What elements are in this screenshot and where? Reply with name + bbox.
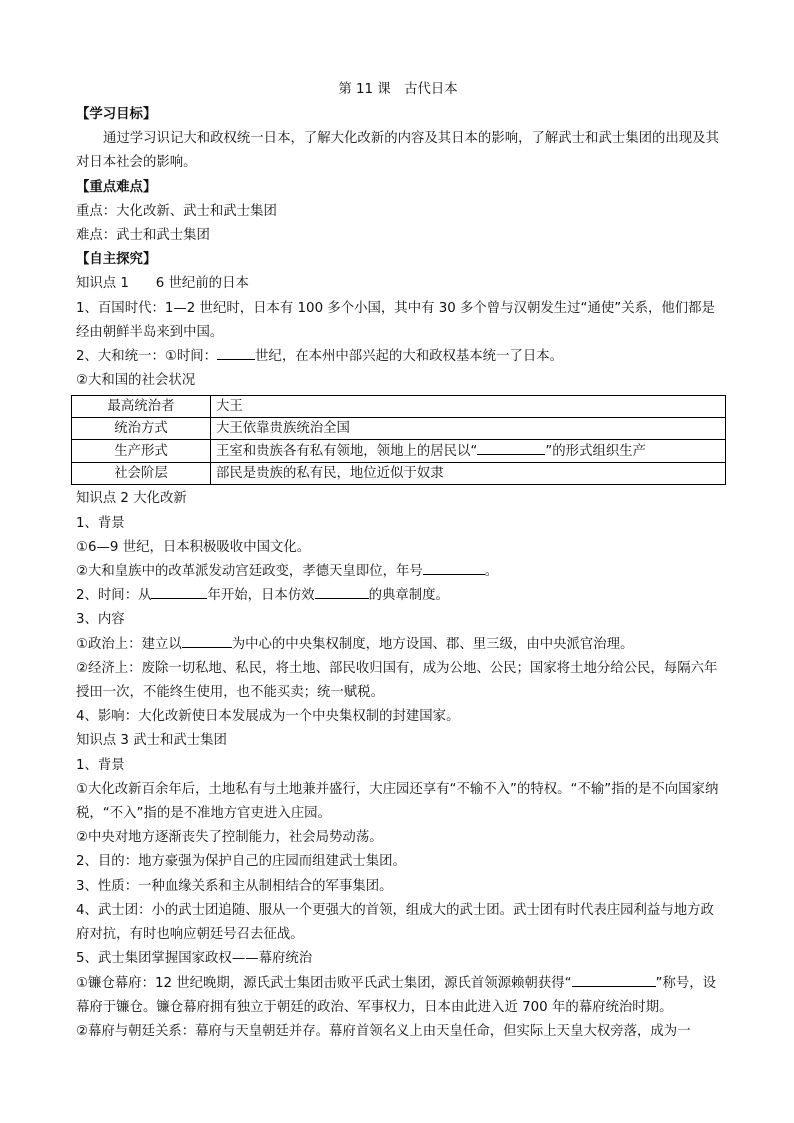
k3-background-2: ②中央对地方逐渐丧失了控制能力，社会局势动荡。 xyxy=(76,830,383,846)
k2-bg2-text-a: ②大和皇族中的改革派发动宫廷政变，孝德天皇即位，年号 xyxy=(76,564,423,580)
table-cell-key: 生产形式 xyxy=(72,440,211,463)
table-cell-value: 部民是贵族的私有民，地位近似于奴隶 xyxy=(211,463,726,485)
table-cell-key: 社会阶层 xyxy=(72,463,211,485)
k2-bg2-text-b: 。 xyxy=(484,564,499,580)
table-cell-value: 大王 xyxy=(211,396,726,418)
k2-background-1: ①6—9 世纪，日本积极吸收中国文化。 xyxy=(76,539,311,555)
k3-kamakura-shogunate xyxy=(76,972,720,1020)
section-learning-goals: 【学习目标】 xyxy=(76,107,157,122)
production-text-b: ”的形式组织生产 xyxy=(545,444,647,460)
century-blank[interactable] xyxy=(217,345,255,360)
document-page xyxy=(76,80,720,1044)
k2-time-text-a: 2、时间：从 xyxy=(76,588,152,604)
table-row xyxy=(72,418,726,440)
knowledge-point-3-title: 知识点 3 武士和武士集团 xyxy=(76,733,227,749)
k2-time-text-c: 的典章制度。 xyxy=(368,588,449,604)
section-self-exploration: 【自主探究】 xyxy=(76,252,157,268)
k1-yamato-unification xyxy=(76,345,720,369)
production-text-a: 王室和贵族各有私有领地，领地上的居民以“ xyxy=(216,444,478,460)
table-row xyxy=(72,396,726,418)
table-row xyxy=(72,463,726,485)
table-cell-key: 统治方式 xyxy=(72,418,211,440)
key-point-text: 重点：大化改新、武士和武士集团 xyxy=(76,203,277,219)
k2-background-heading: 1、背景 xyxy=(76,515,125,531)
k3-samurai-group: 4、武士团：小的武士团追随、服从一个更强大的首领，组成大的武士团。武士团有时代表庄园利益与地方政府对抗，有时也响应朝廷号召去征战。 xyxy=(76,902,714,943)
k2-background-2 xyxy=(76,560,720,584)
k2-effect: 4、影响：大化改新使日本发展成为一个中央集权制的封建国家。 xyxy=(76,709,460,725)
k1-yamato-text-a: 2、大和统一：①时间： xyxy=(76,349,218,365)
k3-shogunate-court-relation: ②幕府与朝廷关系：幕府与天皇朝廷并存。幕府首领名义上由天皇任命，但实际上天皇大权旁落，成为一 xyxy=(76,1023,691,1039)
k3-purpose: 2、目的：地方豪强为保护自己的庄园而组建武士集团。 xyxy=(76,854,406,870)
center-blank[interactable] xyxy=(182,633,232,648)
section-key-difficulties: 【重点难点】 xyxy=(76,179,157,195)
yamato-society-table xyxy=(71,395,726,485)
k3-background-1: ①大化改新百余年后，土地私有与土地兼并盛行，大庄园还享有“不输不入”的特权。“不输”指的是不向国家纳税，“不入”指的是不准地方官吏进入庄园。 xyxy=(76,781,719,822)
table-cell-value xyxy=(211,440,726,463)
k3-background-heading: 1、背景 xyxy=(76,757,125,773)
table-cell-value: 大王依靠贵族统治全国 xyxy=(211,418,726,440)
k2-content-heading: 3、内容 xyxy=(76,612,125,628)
k3-shogunate-heading: 5、武士集团掌握国家政权——幕府统治 xyxy=(76,951,313,967)
k2-political-text-a: ①政治上：建立以 xyxy=(76,636,182,652)
knowledge-point-2-title: 知识点 2 大化改新 xyxy=(76,491,187,507)
k1-hundred-states: 1、百国时代：1—2 世纪时，日本有 100 多个小国，其中有 30 多个曾与汉朝发生过“通使”关系，他们都是经由朝鲜半岛来到中国。 xyxy=(76,300,715,340)
k2-content-economic: ②经济上：废除一切私地、私民，将土地、部民收归国有，成为公地、公民；国家将土地分给公民，每隔六年授田一次，不能终生使用，也不能买卖；统一赋税。 xyxy=(76,660,718,701)
production-form-blank[interactable] xyxy=(477,440,545,455)
imitated-dynasty-blank[interactable] xyxy=(315,584,369,599)
k3-kamakura-text-b: ”称号，设幕府于镰仓。镰仓幕府拥有独立于朝廷的政治、军事权力，日本由此进入近 700 年的幕府统治时期。 xyxy=(76,975,717,1015)
k2-time xyxy=(76,584,720,608)
page-title: 第 11 课 古代日本 xyxy=(338,82,458,97)
learning-goals-text: 通过学习识记大和政权统一日本，了解大化改新的内容及其日本的影响，了解武士和武士集团的出现及其对日本社会的影响。 xyxy=(76,131,719,171)
k2-content-political xyxy=(76,633,720,657)
table-cell-key: 最高统治者 xyxy=(72,396,211,418)
k2-political-text-b: 为中心的中央集权制度，地方设国、郡、里三级，由中央派官治理。 xyxy=(231,636,634,652)
k3-kamakura-text-a: ①镰仓幕府：12 世纪晚期，源氏武士集团击败平氏武士集团，源氏首领源赖朝获得“ xyxy=(76,975,572,991)
k1-yamato-text-b: 世纪，在本州中部兴起的大和政权基本统一了日本。 xyxy=(255,349,564,365)
era-name-blank[interactable] xyxy=(423,560,485,575)
start-year-blank[interactable] xyxy=(151,584,207,599)
k1-yamato-society: ②大和国的社会状况 xyxy=(76,373,196,389)
knowledge-point-1-title: 知识点 1 6 世纪前的日本 xyxy=(76,276,249,292)
difficulty-text: 难点：武士和武士集团 xyxy=(76,228,210,244)
k3-nature: 3、性质：一种血缘关系和主从制相结合的军事集团。 xyxy=(76,878,393,894)
table-row xyxy=(72,440,726,463)
k2-time-text-b: 年开始，日本仿效 xyxy=(207,588,315,604)
title-blank[interactable] xyxy=(572,972,656,987)
